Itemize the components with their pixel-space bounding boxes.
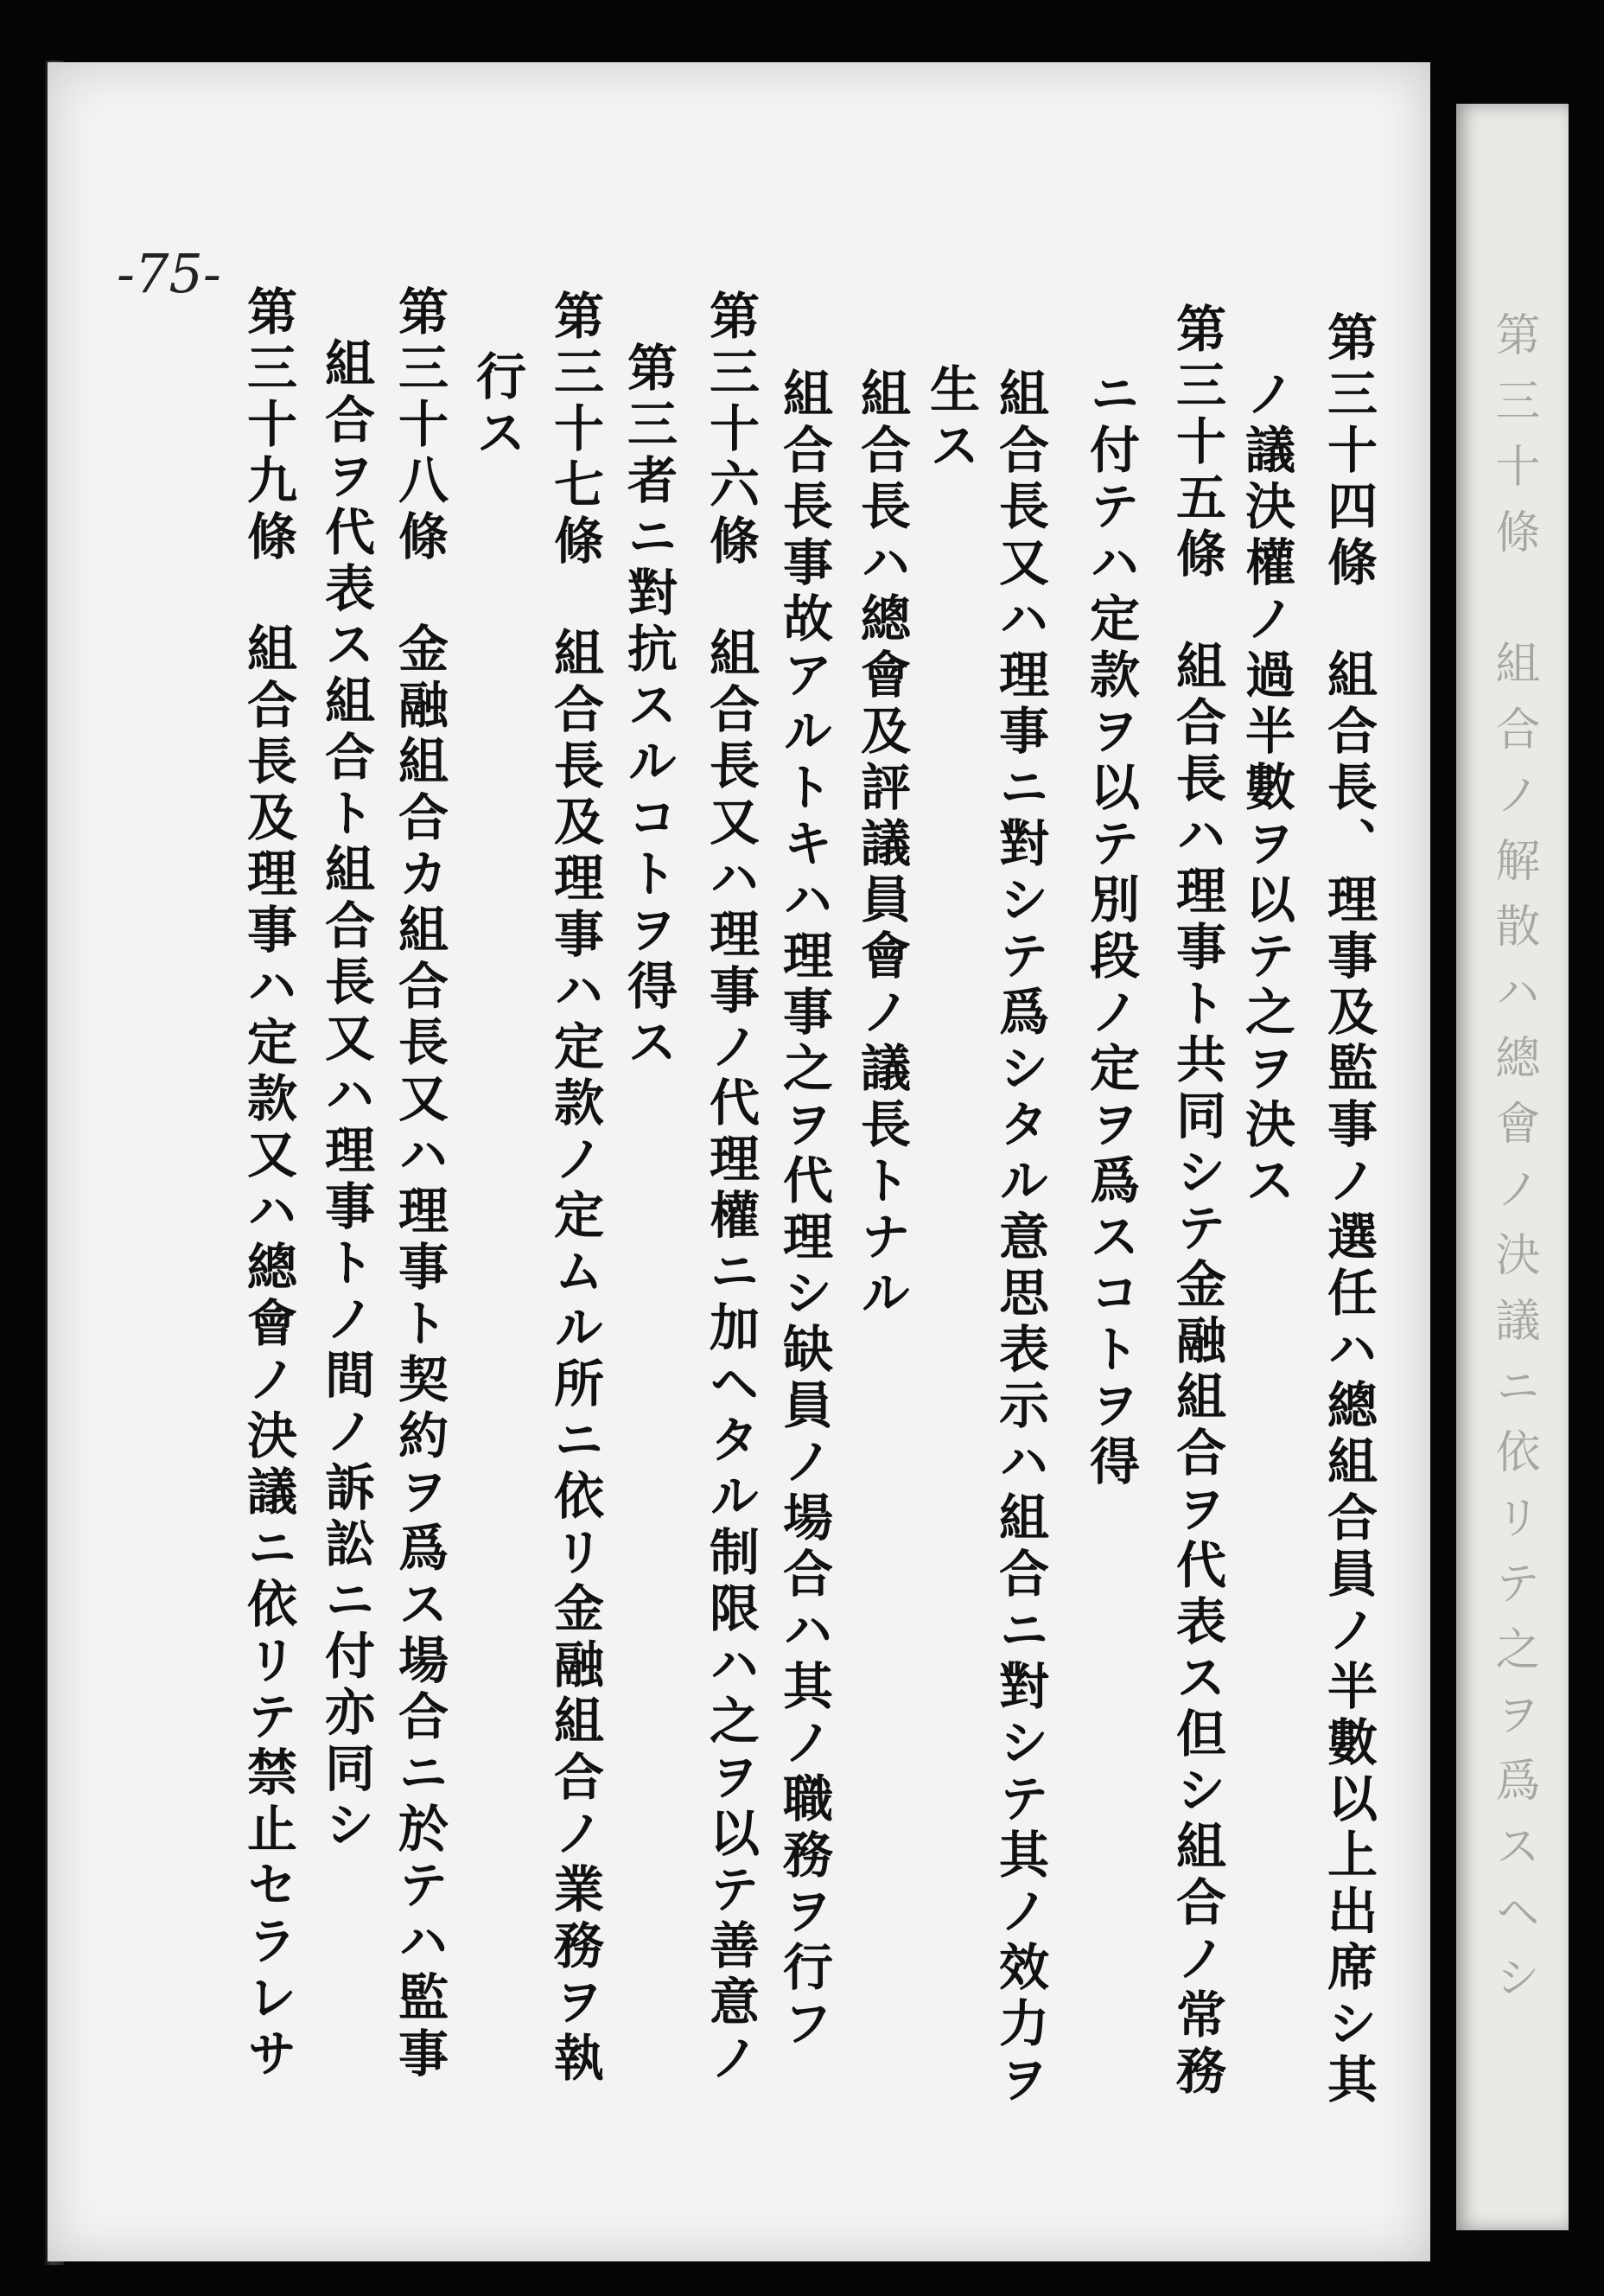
text-column: 第三十九條 組合長及理事ハ定款又ハ總會ノ決議ニ依リテ禁止セラレサ [239,285,297,2083]
text-column: ノ議決權ノ過半數ヲ以テ之ヲ決ス [1237,367,1295,1210]
page-number: -75- [117,242,221,305]
adjacent-page-header-text: 第三十條 組合ノ解散ハ總會ノ決議ニ依リテ之ヲ爲スヘシ [1487,311,1539,2019]
text-column: 第三十五條 組合長ハ理事ト共同シテ金融組合ヲ代表ス但シ組合ノ常務 [1168,303,1226,2101]
text-column: 生ス [921,363,980,475]
text-column: 第三十六條 組合長又ハ理事ノ代理權ニ加ヘタル制限ハ之ヲ以テ善意ノ [701,290,760,2088]
text-column: 組合長ハ總會及評議員會ノ議長トナル [852,367,911,1323]
text-column: 組合ヲ代表ス組合ト組合長又ハ理事トノ間ノ訴訟ニ付亦同シ [316,337,375,1854]
text-column: 第三者ニ對抗スルコトヲ得ス [619,341,678,1072]
text-column: ニ付テハ定款ヲ以テ別段ノ定ヲ爲スコトヲ得 [1081,367,1140,1491]
text-column: 第三十八條 金融組合カ組合長又ハ理事ト契約ヲ爲ス場合ニ於テハ監事 [390,285,449,2083]
text-column: 第三十四條 組合長、理事及監事ノ選任ハ總組合員ノ半數以上出席シ其 [1319,311,1378,2109]
text-column: 第三十七條 組合長及理事ハ定款ノ定ムル所ニ依リ金融組合ノ業務ヲ執 [545,290,604,2088]
text-column: 組合長又ハ理事ニ對シテ爲シタル意思表示ハ組合ニ對シテ其ノ效力ヲ [990,367,1049,2109]
text-column: 組合長事故アルトキハ理事之ヲ代理シ缺員ノ場合ハ其ノ職務ヲ行フ [774,367,833,2053]
text-column: 行ス [468,350,526,462]
